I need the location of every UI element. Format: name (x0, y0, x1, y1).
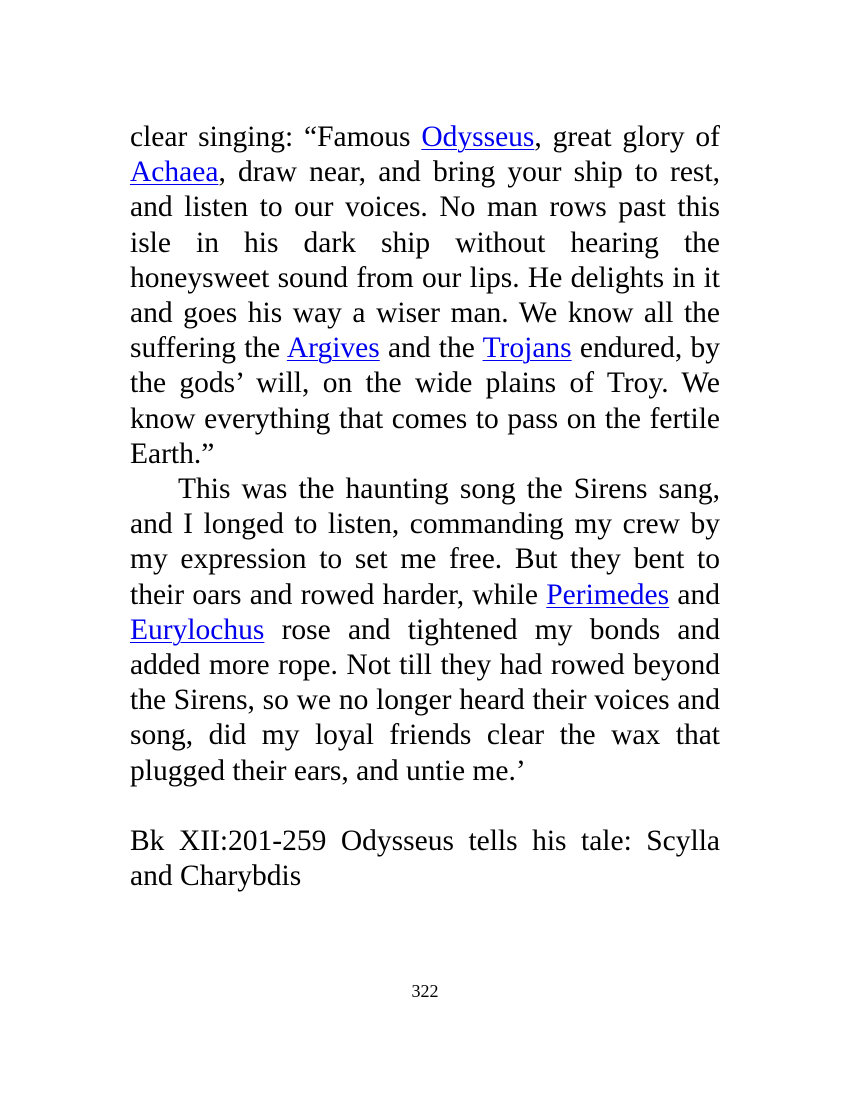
paragraph-sirens-song (130, 120, 720, 472)
text-run: clear singing: “Famous (130, 121, 422, 153)
text-run: endured, by the gods’ will, on the wide plains of Troy. We know everything that comes to pass on the fertile Earth.” (130, 332, 721, 470)
section-heading: Bk XII:201-259 Odysseus tells his tale: Scylla and Charybdis (130, 824, 720, 893)
text-run: This was the haunting song the Sirens sang, and I longed to listen, commanding my crew by my expression to set me free. But they bent to their oars and rowed harder, while (130, 473, 720, 611)
paragraph-haunting-song (130, 472, 720, 789)
link-perimedes[interactable]: Perimedes (546, 578, 670, 611)
link-trojans[interactable]: Trojans (482, 332, 572, 365)
text-run: and (669, 578, 721, 611)
link-odysseus[interactable]: Odysseus (421, 121, 535, 153)
text-run: and the (379, 332, 483, 365)
page-number: 322 (411, 981, 439, 1001)
link-achaea[interactable]: Achaea (130, 156, 219, 189)
text-run: , great glory of (534, 121, 720, 153)
link-argives[interactable]: Argives (286, 332, 380, 365)
page-content (130, 120, 720, 894)
link-eurylochus[interactable]: Eurylochus (130, 613, 265, 646)
text-run: rose and tightened my bonds and added more rope. Not till they had rowed beyond the Sirens, so we no longer heard their voices and song, did my loyal friends clear the wax that plugged their ears, and untie me.’ (130, 613, 720, 787)
text-run: , draw near, and bring your ship to rest, and listen to our voices. No man rows past this isle in his dark ship without hearing the honeysweet sound from our lips. He delights in it and goes his way a wiser man. We know all the suffering the (130, 156, 720, 365)
